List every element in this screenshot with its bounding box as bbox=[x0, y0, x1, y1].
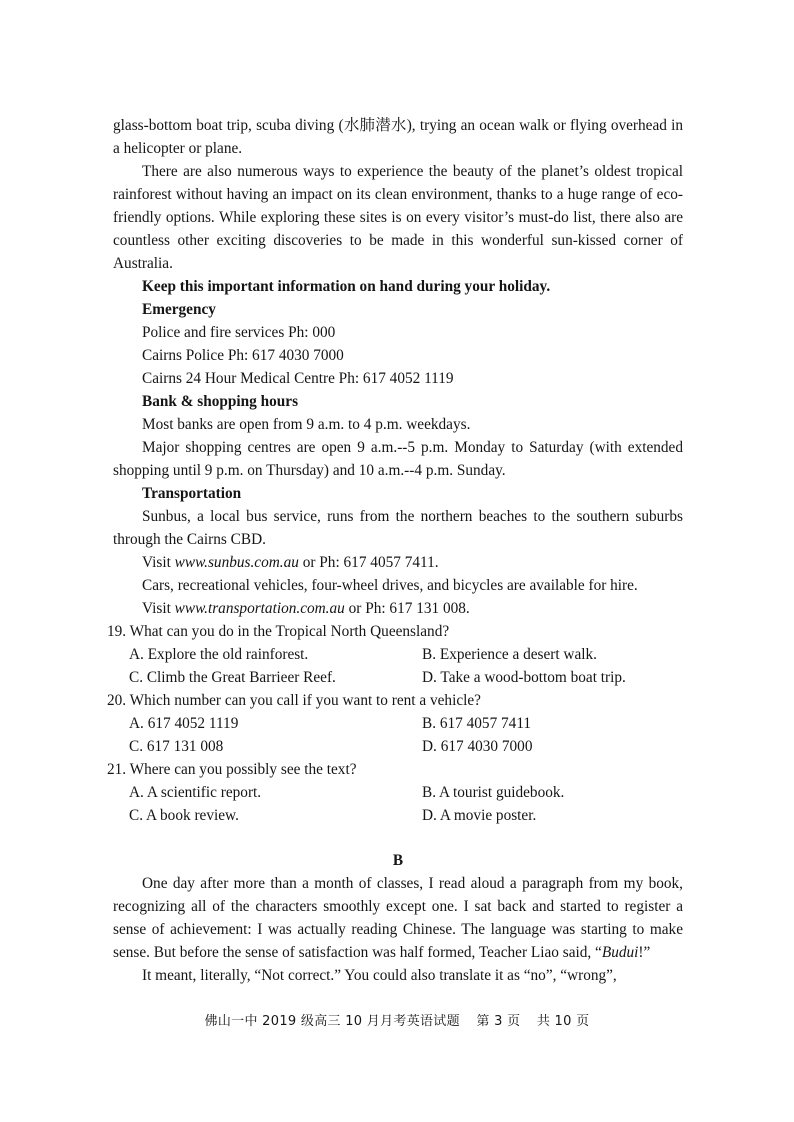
option-a: A. Explore the old rainforest. bbox=[129, 646, 309, 663]
shopping-hours-line: Major shopping centres are open 9 a.m.--5 p.m. Monday to Saturday (with extended shopping until 9 p.m. on Thursday) and 10 a.m.--4 p.m. Sunday. bbox=[113, 439, 683, 479]
budui-word: Budui bbox=[601, 944, 639, 961]
footer-page-number: 第 3 页 bbox=[476, 1014, 521, 1029]
transport-url: www.transportation.com.au bbox=[174, 600, 345, 617]
sunbus-url: www.sunbus.com.au bbox=[174, 554, 299, 571]
footer-title: 佛山一中 2019 级高三 10 月月考英语试题 bbox=[204, 1014, 460, 1029]
passage-b-paragraph-1: One day after more than a month of classes, I read aloud a paragraph from my book, recognizing all of the characters smoothly except one. I sat back and started to register a sense of achievement: I was actually reading Chinese. The language was starting to make sense. But before the sense of satisfaction was half formed, Teacher Liao said, “Budui!” bbox=[113, 875, 683, 961]
option-b: B. A tourist guidebook. bbox=[422, 784, 565, 801]
visit-label: Visit bbox=[142, 554, 171, 571]
sunbus-contact bbox=[113, 551, 683, 574]
bank-hours-line: Most banks are open from 9 a.m. to 4 p.m. weekdays. bbox=[142, 416, 471, 433]
info-heading: Keep this important information on hand during your holiday. bbox=[142, 278, 551, 295]
sunbus-line: Sunbus, a local bus service, runs from the northern beaches to the southern suburbs through the Cairns CBD. bbox=[113, 508, 683, 548]
transport-phone: or Ph: 617 131 008. bbox=[348, 600, 470, 617]
option-c: C. Climb the Great Barrieer Reef. bbox=[129, 669, 336, 686]
sunbus-phone: or Ph: 617 4057 7411. bbox=[302, 554, 439, 571]
emergency-heading: Emergency bbox=[142, 301, 216, 318]
question-20: 20. Which number can you call if you want to rent a vehicle? bbox=[107, 692, 481, 709]
hire-line: Cars, recreational vehicles, four-wheel drives, and bicycles are available for hire. bbox=[142, 577, 638, 594]
option-b: B. 617 4057 7411 bbox=[422, 715, 532, 732]
question-21-options bbox=[113, 781, 683, 827]
emergency-line: Police and fire services Ph: 000 bbox=[142, 324, 336, 341]
visit-label: Visit bbox=[142, 600, 171, 617]
passage-a-paragraph-2: There are also numerous ways to experience the beauty of the planet’s oldest tropical rainforest without having an impact on its clean environment, thanks to a huge range of eco-friendly options. While exploring these sites is on every visitor’s must-do list, there also are countless other exciting discoveries to be made in this wonderful sun-kissed corner of Australia. bbox=[113, 163, 683, 272]
question-21: 21. Where can you possibly see the text? bbox=[107, 761, 357, 778]
question-19: 19. What can you do in the Tropical North Queensland? bbox=[107, 623, 450, 640]
option-c: C. A book review. bbox=[129, 807, 239, 824]
page-content bbox=[107, 114, 683, 987]
transport-heading: Transportation bbox=[142, 485, 242, 502]
emergency-line: Cairns Police Ph: 617 4030 7000 bbox=[142, 347, 344, 364]
option-a: A. A scientific report. bbox=[129, 784, 262, 801]
transport-contact bbox=[113, 597, 683, 620]
option-d: D. 617 4030 7000 bbox=[422, 738, 533, 755]
passage-b-paragraph-1-text: One day after more than a month of classes, I read aloud a paragraph from my book, recognizing all of the characters smoothly except one. I sat back and started to register a sense of achievement: I was actually reading Chinese. The language was starting to make sense. But before the sense of satisfaction was half formed, Teacher Liao said, bbox=[113, 875, 683, 961]
passage-b-paragraph-2: It meant, literally, “Not correct.” You could also translate it as “no”, “wrong”, bbox=[142, 967, 617, 984]
bank-heading: Bank & shopping hours bbox=[142, 393, 299, 410]
footer-total-pages: 共 10 页 bbox=[536, 1014, 590, 1029]
option-d: D. A movie poster. bbox=[422, 807, 537, 824]
option-d: D. Take a wood-bottom boat trip. bbox=[422, 669, 626, 686]
section-b-heading: B bbox=[392, 852, 404, 869]
question-19-options bbox=[113, 643, 683, 689]
option-c: C. 617 131 008 bbox=[129, 738, 224, 755]
passage-a-paragraph-1: glass-bottom boat trip, scuba diving (水肺潜水), trying an ocean walk or flying overhead in a helicopter or plane. bbox=[113, 117, 683, 157]
option-a: A. 617 4052 1119 bbox=[129, 715, 239, 732]
page-footer bbox=[0, 1010, 794, 1029]
question-20-options bbox=[113, 712, 683, 758]
emergency-line: Cairns 24 Hour Medical Centre Ph: 617 4052 1119 bbox=[142, 370, 454, 387]
option-b: B. Experience a desert walk. bbox=[422, 646, 597, 663]
